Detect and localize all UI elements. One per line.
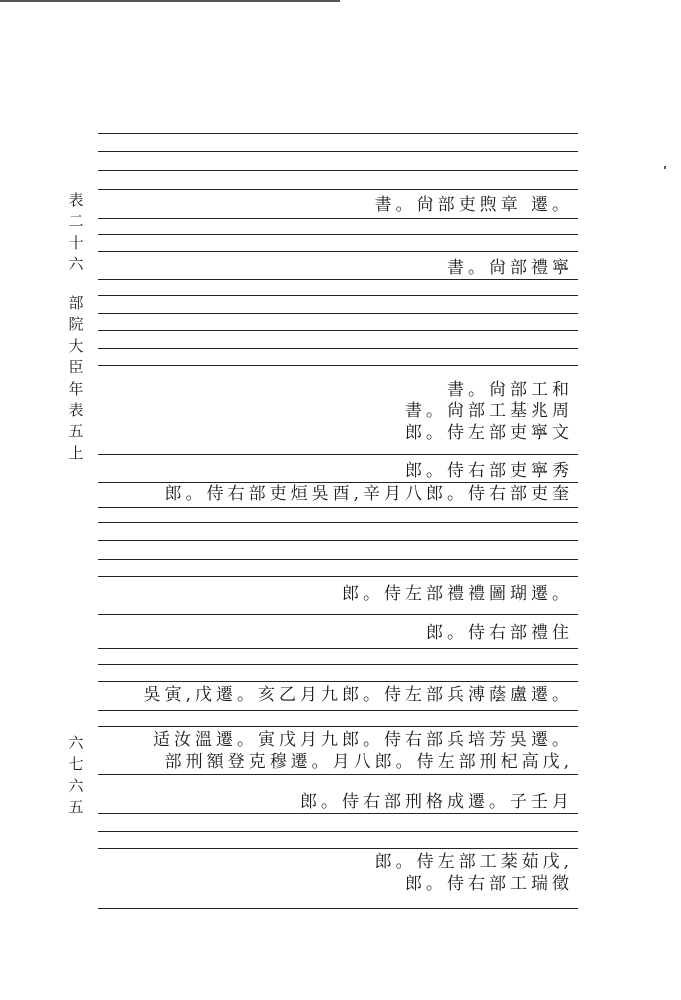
rule-line xyxy=(98,774,578,775)
table-row xyxy=(405,874,573,894)
row-text: 郎。侍右部吏烜吳酉,辛月八郎。侍右部吏奎 xyxy=(164,484,573,504)
row-text: 書。尙部禮寧 xyxy=(447,258,573,278)
table-subtitle xyxy=(66,293,86,464)
row-text: 郎。侍右部禮住 xyxy=(426,623,573,643)
row-text: 郎。侍右部工瑞徵 xyxy=(405,874,573,894)
rule-line xyxy=(98,295,578,296)
row-text: 郎。侍左部工棻茹戊, xyxy=(374,852,573,872)
rule-line xyxy=(98,507,578,508)
page-number-text: 六七六五 xyxy=(68,734,84,817)
rule-line xyxy=(98,133,578,134)
table-row xyxy=(405,461,573,481)
rule-line xyxy=(98,365,578,366)
rule-line xyxy=(98,330,578,331)
table-row xyxy=(426,623,573,643)
rule-line xyxy=(98,540,578,541)
table-row xyxy=(375,195,573,215)
rule-line xyxy=(98,218,578,219)
top-border-rule xyxy=(0,0,340,2)
rule-line xyxy=(98,482,578,483)
rule-line xyxy=(98,313,578,314)
table-title-text: 表二十六 xyxy=(68,191,84,274)
rule-line xyxy=(98,710,578,711)
rule-line xyxy=(98,681,578,682)
rule-line xyxy=(98,664,578,665)
table-row xyxy=(300,792,573,812)
table-row xyxy=(144,685,573,705)
rule-line xyxy=(98,234,578,235)
row-text: 書。尙部吏煦章 遷。 xyxy=(374,195,573,215)
rule-line xyxy=(98,522,578,523)
table-subtitle-text: 部院大臣年表五上 xyxy=(68,294,84,462)
row-text: 書。尙部工基兆周 xyxy=(405,401,573,421)
table-row xyxy=(165,484,573,504)
rule-line xyxy=(98,279,578,280)
table-row xyxy=(375,852,573,872)
rule-line xyxy=(98,151,578,152)
table-row xyxy=(165,752,573,772)
page-number xyxy=(66,733,86,819)
table-title xyxy=(66,190,86,276)
rule-line xyxy=(98,576,578,577)
rule-line xyxy=(98,251,578,252)
rule-line xyxy=(98,454,578,455)
row-text: 郎。侍左部禮禮圖瑚遷。 xyxy=(342,584,573,604)
table-row xyxy=(447,258,573,278)
rule-line xyxy=(98,348,578,349)
speck-mark xyxy=(664,166,666,169)
row-text: 郎。侍左部吏寧文 xyxy=(405,423,573,443)
row-text: 吳寅,戊遷。亥乙月九郎。侍左部兵溥蔭盧遷。 xyxy=(143,685,573,705)
row-text: 部刑額登克穆遷。月八郎。侍左部刑杞高戊, xyxy=(164,752,573,772)
table-row xyxy=(153,730,573,750)
rule-line xyxy=(98,848,578,849)
row-text: 書。尙部工和 xyxy=(447,380,573,400)
rule-line xyxy=(98,908,578,909)
rule-line xyxy=(98,189,578,190)
table-row xyxy=(405,423,573,443)
rule-line xyxy=(98,813,578,814)
row-text: 郎。侍右部刑格成遷。子壬月 xyxy=(300,792,573,812)
rule-line xyxy=(98,614,578,615)
row-text: 适汝溫遷。寅戊月九郎。侍右部兵培芳吳遷。 xyxy=(153,730,573,750)
row-text: 郎。侍右部吏寧秀 xyxy=(405,461,573,481)
table-row xyxy=(342,584,573,604)
rule-line xyxy=(98,831,578,832)
rule-line xyxy=(98,726,578,727)
rule-line xyxy=(98,170,578,171)
rule-line xyxy=(98,648,578,649)
table-row xyxy=(405,401,573,421)
table-row xyxy=(447,380,573,400)
rule-line xyxy=(98,559,578,560)
